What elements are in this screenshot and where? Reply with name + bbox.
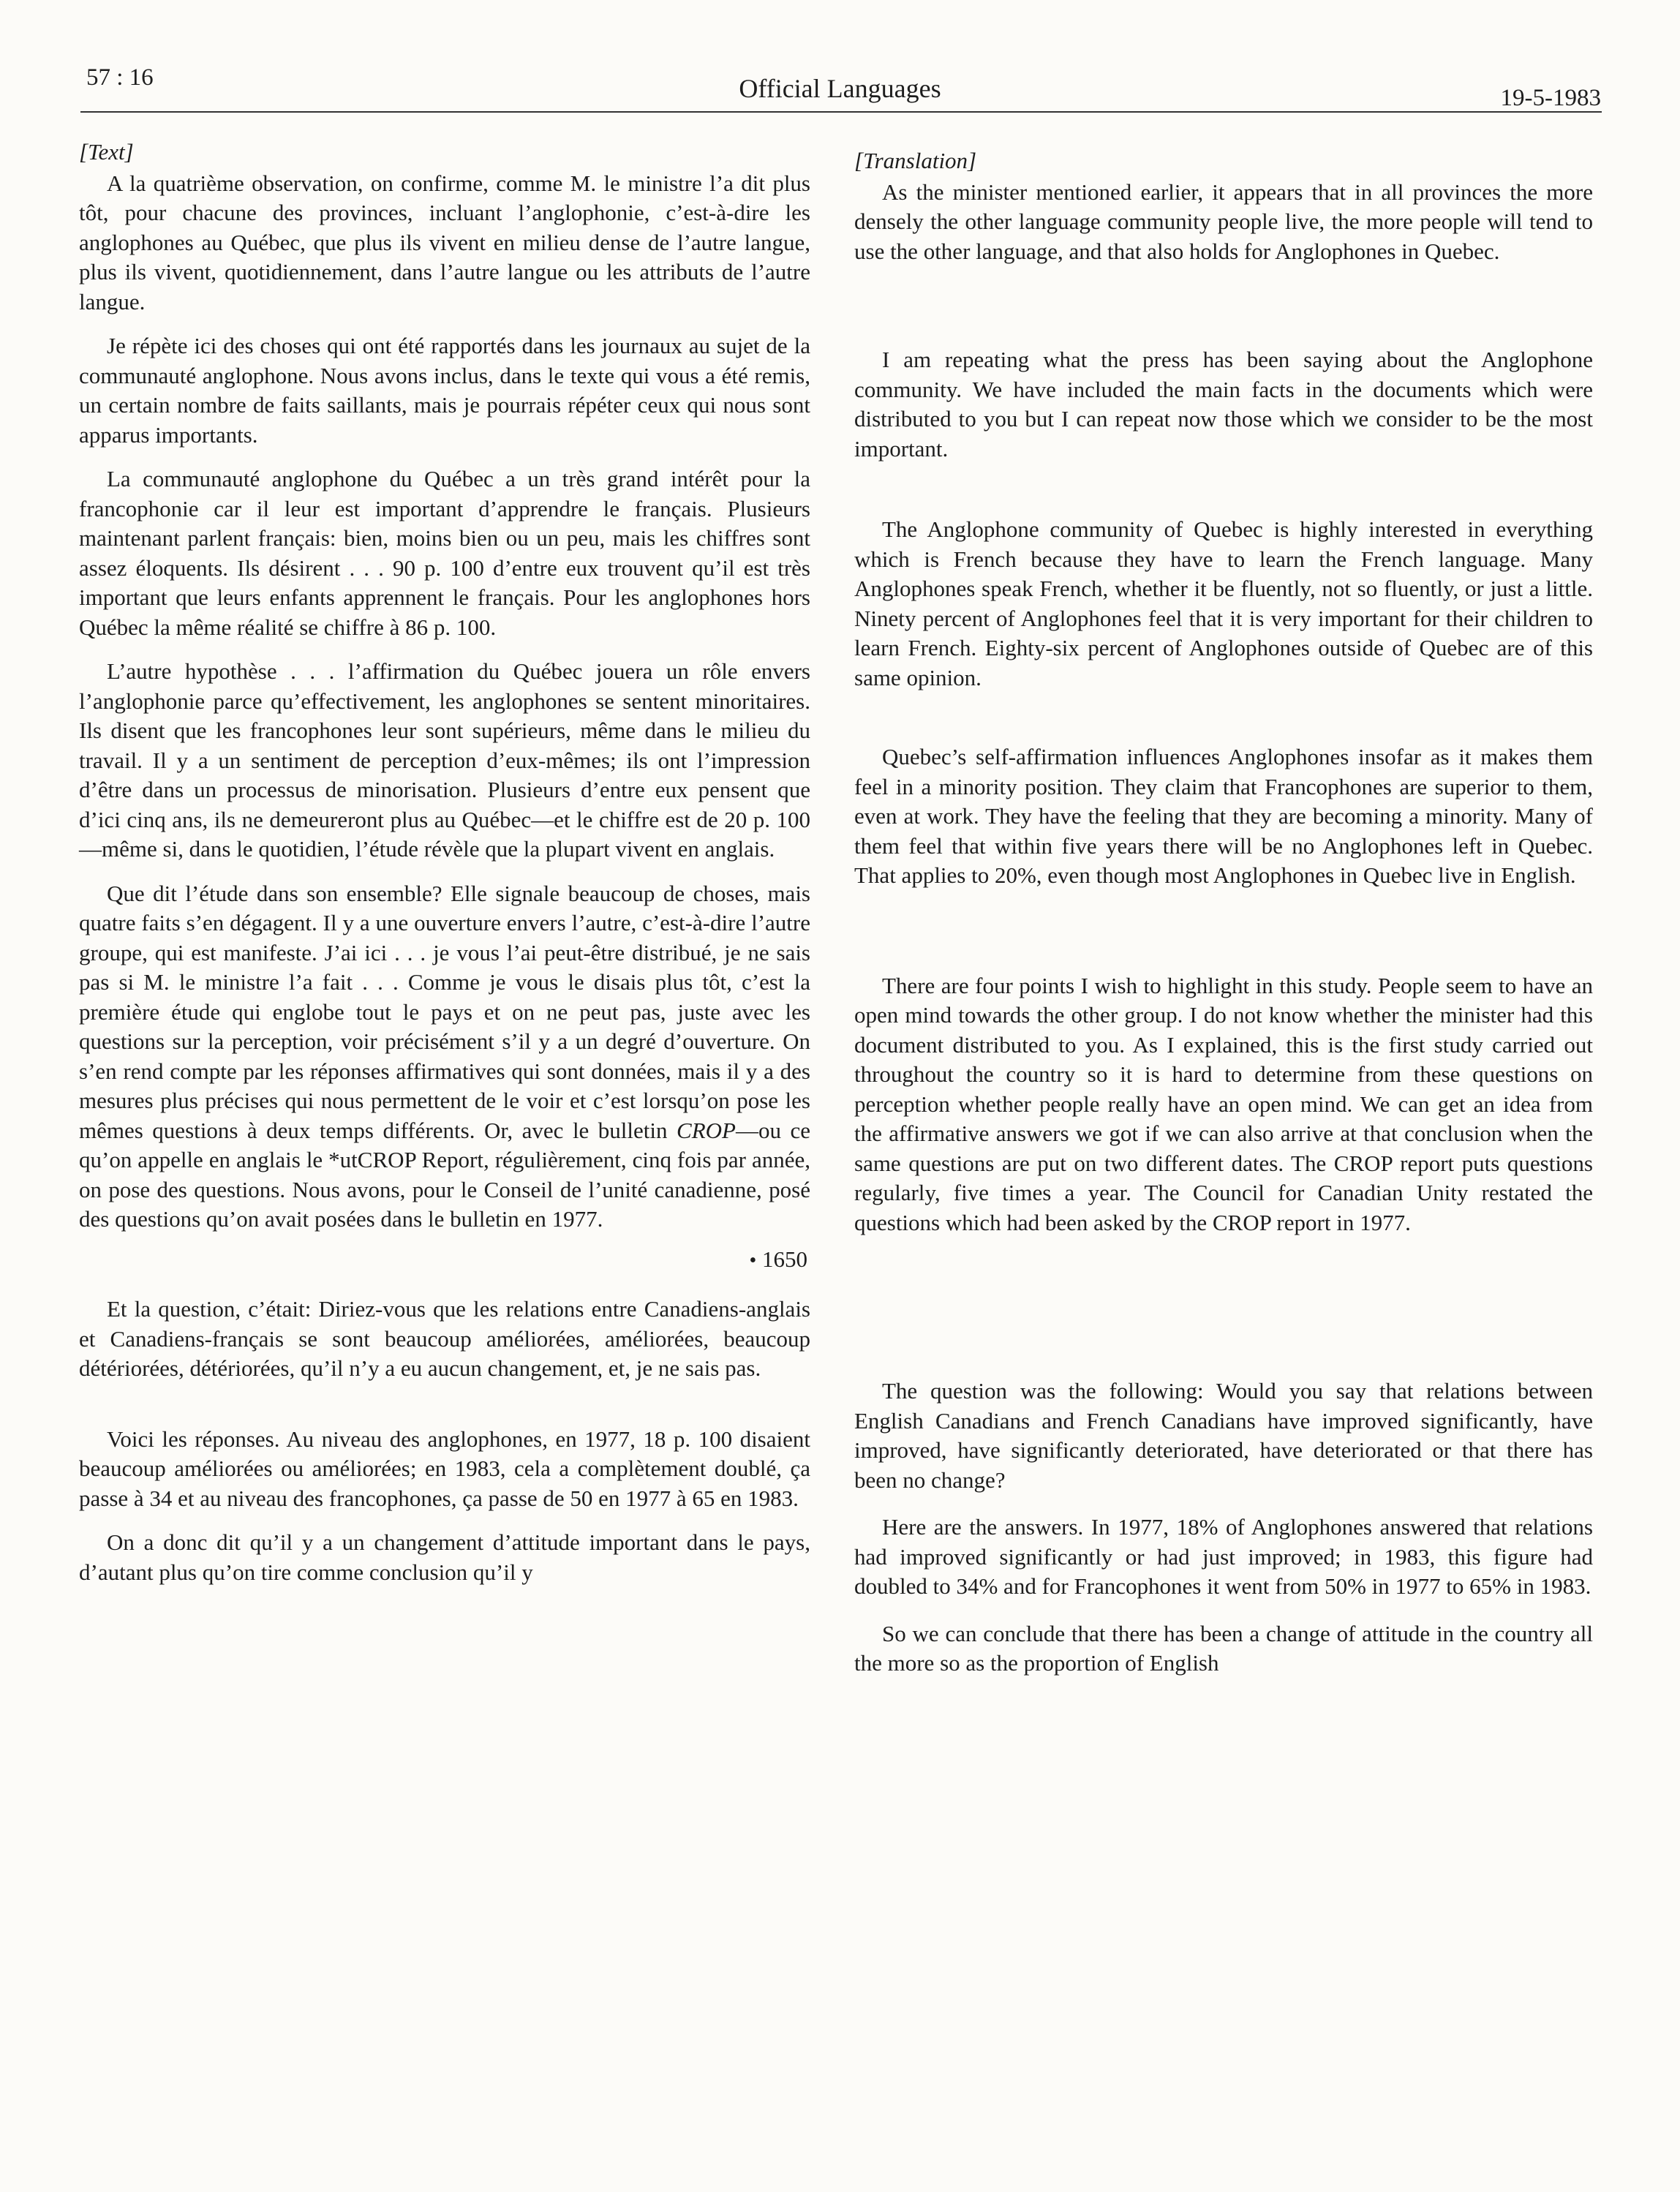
fr-paragraph-5-a: Que dit l’étude dans son ensemble? Elle signale beaucoup de choses, mais quatre faits s’en dégagent. Il y a une ouverture envers l’autre, c’est-à-dire l’autre groupe, qui est manifeste. J’ai ici . . . je vous l’ai peut-être distribué, je ne sais pas si M. le ministre l’a fait . . . Comme je vous le disais plus tôt, c’est la première étude qui englobe tout le pays et on ne peut pas, juste avec les questions sur la perception, voir précisément s’il y a un degré d’ouverture. On s’en rend compte par les réponses affirmatives qui sont données, mais il y a des mesures plus précises qui nous permettent de le voir et c’est lorsqu’on pose les mêmes questions à deux temps différents. Or, avec le bulletin (79, 880, 810, 1143)
english-column (854, 138, 1593, 1679)
fr-paragraph-5-b: —ou ce qu’on appelle en anglais le *utCROP Report, régulièrement, cinq fois par année, on pose des questions. Nous avons, pour le Conseil de l’unité canadienne, posé des questions qu’on avait posées dans le bulletin en 1977. (79, 1117, 810, 1232)
en-paragraph-8: So we can conclude that there has been a change of attitude in the country all the more so as the proportion of English (854, 1620, 1593, 1676)
text-label: [Text] (79, 139, 134, 165)
en-paragraph-2: I am repeating what the press has been saying about the Anglophone community. We have included the main facts in the documents which were distributed to you but I can repeat now those which we consider to be the most important. (854, 347, 1593, 462)
fr-paragraph-6: Et la question, c’était: Diriez-vous que les relations entre Canadiens-anglais et Canadiens-français se sont beaucoup améliorées, améliorées, beaucoup détériorées, détériorées, qu’il n’y a eu aucun changement, et, je ne sais pas. (79, 1296, 810, 1381)
fr-paragraph-1: A la quatrième observation, on confirme, comme M. le ministre l’a dit plus tôt, pour chacune des provinces, incluant l’anglophonie, c’est-à-dire les anglophones au Québec, que plus ils vivent en milieu dense de l’autre langue, plus ils vivent, quotidiennement, dans l’autre langue ou les attributs de l’autre langue. (79, 170, 810, 315)
page-date: 19-5-1983 (1500, 85, 1601, 111)
fr-paragraph-4: L’autre hypothèse . . . l’affirmation du Québec jouera un rôle envers l’anglophonie parce qu’effectivement, les anglophones se sentent minoritaires. Ils disent que les francophones leur sont supérieurs, même dans le milieu du travail. Il y a un sentiment de perception d’eux-mêmes; ils ont l’impression d’être dans un processus de minorisation. Plusieurs d’entre eux pensent que d’ici cinq ans, ils ne demeureront plus au Québec—et le chiffre est de 20 p. 100—même si, dans le quotidien, l’étude révèle que la plupart vivent en anglais. (79, 658, 810, 862)
translation-label: [Translation] (854, 148, 977, 173)
fr-paragraph-8: On a donc dit qu’il y a un changement d’attitude important dans le pays, d’autant plus qu’on tire comme conclusion qu’il y (79, 1529, 810, 1585)
time-value: 1650 (762, 1246, 807, 1272)
en-paragraph-5: There are four points I wish to highlight in this study. People seem to have an open mind towards the other group. I do not know whether the minister had this document distributed to you. As I explained, this is the first study carried out throughout the country so it is hard to determine from these questions on perception whether people really have an open mind. We can get an idea from the affirmative answers we got if we can also arrive at that conclusion when the same questions are put on two different dates. The CROP report puts questions regularly, five times a year. The Council for Canadian Unity restated the questions which had been asked by the CROP report in 1977. (854, 972, 1593, 1235)
en-paragraph-1: As the minister mentioned earlier, it appears that in all provinces the more densely the other language community people live, the more people will tend to use the other language, and that also holds for Anglophones in Quebec. (854, 178, 1593, 264)
en-paragraph-4: Quebec’s self-affirmation influences Anglophones insofar as it makes them feel in a minority position. They claim that Francophones are superior to them, even at work. They have the feeling that they are becoming a minority. Many of them feel that within five years there will be no Anglophones left in Quebec. That applies to 20%, even though most Anglophones in Quebec live in English. (854, 744, 1593, 888)
time-marker (79, 1245, 807, 1276)
en-paragraph-3: The Anglophone community of Quebec is highly interested in everything which is French because they have to learn the French language. Many Anglophones speak French, whether it be fluently, not so fluently, or just a little. Ninety percent of Anglophones feel that it is very important for their children to learn French. Eighty-six percent of Anglophones outside of Quebec are of this same opinion. (854, 516, 1593, 690)
french-column (79, 138, 810, 1587)
page-number: 57 : 16 (86, 64, 154, 91)
fr-paragraph-2: Je répète ici des choses qui ont été rapportés dans les journaux au sujet de la communauté anglophone. Nous avons inclus, dans le texte qui vous a été remis, un certain nombre de faits saillants, mais je pourrais répéter ceux qui nous sont apparus importants. (79, 333, 810, 448)
page-header (0, 0, 1680, 117)
running-title: Official Languages (739, 74, 941, 103)
crop-italic: CROP (677, 1117, 736, 1143)
fr-paragraph-7: Voici les réponses. Au niveau des anglophones, en 1977, 18 p. 100 disaient beaucoup améliorées ou améliorées; en 1983, cela a complètement doublé, ça passe à 34 et au niveau des francophones, ça passe de 50 en 1977 à 65 en 1983. (79, 1425, 810, 1511)
fr-paragraph-5 (79, 879, 810, 1235)
en-paragraph-7: Here are the answers. In 1977, 18% of Anglophones answered that relations had improved significantly or had just improved; in 1983, this figure had doubled to 34% and for Francophones it went from 50% in 1977 to 65% in 1983. (854, 1514, 1593, 1599)
time-bullet: • (749, 1248, 757, 1272)
fr-paragraph-3: La communauté anglophone du Québec a un très grand intérêt pour la francophonie car il leur est important d’apprendre le français. Plusieurs maintenant parlent français: bien, moins bien ou un peu, mais les chiffres sont assez éloquents. Ils désirent . . . 90 p. 100 d’entre eux trouvent qu’il est très important que leurs enfants apprennent le français. Pour les anglophones hors Québec la même réalité se chiffre à 86 p. 100. (79, 466, 810, 640)
header-rule (80, 111, 1602, 113)
en-paragraph-6: The question was the following: Would you say that relations between English Canadians and French Canadians have improved significantly, have improved, have significantly deteriorated, have deteriorated or that there has been no change? (854, 1378, 1593, 1493)
